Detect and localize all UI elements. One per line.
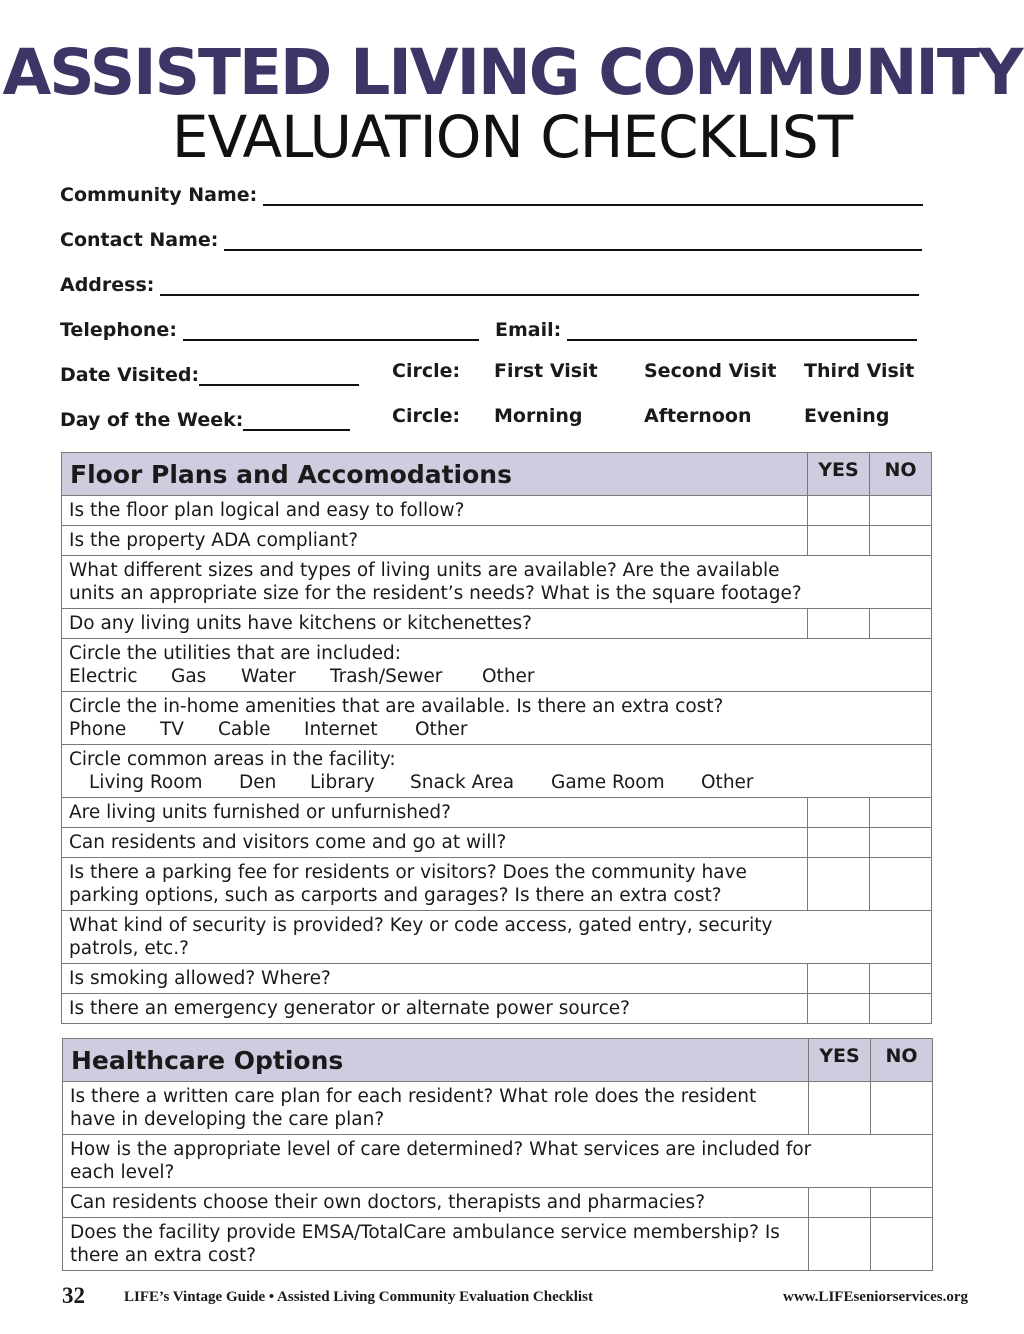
utility-option[interactable]: Electric <box>69 666 138 687</box>
amenities-options <box>69 718 924 741</box>
table-row <box>62 639 932 692</box>
section-header <box>63 1039 933 1082</box>
community-name-field[interactable] <box>60 180 923 206</box>
table-row <box>62 858 932 911</box>
section-header <box>62 453 932 496</box>
telephone-label: Telephone: <box>60 319 177 341</box>
no-checkbox[interactable] <box>871 1082 933 1135</box>
amenity-option[interactable]: Cable <box>218 719 271 740</box>
day-of-week-field[interactable] <box>60 405 350 431</box>
amenities-cell <box>62 692 932 745</box>
yes-checkbox[interactable] <box>809 1082 871 1135</box>
question-text: Can residents and visitors come and go at will? <box>62 828 808 858</box>
question-text: What different sizes and types of living units are available? Are the available units an appropriate size for the resident’s needs? What is the square footage? <box>62 556 932 609</box>
common-areas-cell <box>62 745 932 798</box>
table-row <box>63 1218 933 1271</box>
footer-title: LIFE’s Vintage Guide • Assisted Living Community Evaluation Checklist <box>124 1289 593 1305</box>
yes-checkbox[interactable] <box>808 994 870 1024</box>
table-row <box>63 1188 933 1218</box>
question-text: Are living units furnished or unfurnished? <box>62 798 808 828</box>
question-text: Is smoking allowed? Where? <box>62 964 808 994</box>
question-text: What kind of security is provided? Key or code access, gated entry, security patrols, etc.? <box>62 911 932 964</box>
date-visited-field[interactable] <box>60 360 359 386</box>
day-of-week-line[interactable] <box>243 409 350 431</box>
question-text: Does the facility provide EMSA/TotalCare ambulance service membership? Is there an extra cost? <box>63 1218 809 1271</box>
no-checkbox[interactable] <box>870 858 932 911</box>
no-checkbox[interactable] <box>870 994 932 1024</box>
yes-checkbox[interactable] <box>809 1188 871 1218</box>
no-checkbox[interactable] <box>870 798 932 828</box>
table-row <box>63 1082 933 1135</box>
yes-header: YES <box>809 1039 871 1082</box>
address-field[interactable] <box>60 270 919 296</box>
utility-option[interactable]: Other <box>482 666 535 687</box>
amenity-option[interactable]: Other <box>415 719 468 740</box>
healthcare-table <box>62 1038 933 1271</box>
table-row <box>62 828 932 858</box>
third-visit-option[interactable]: Third Visit <box>804 360 915 382</box>
title-line-2: EVALUATION CHECKLIST <box>171 103 853 171</box>
table-row <box>62 496 932 526</box>
title-line-1: ASSISTED LIVING COMMUNITY <box>2 36 1022 109</box>
yes-header: YES <box>808 453 870 496</box>
utilities-cell <box>62 639 932 692</box>
table-row <box>63 1135 933 1188</box>
section-title: Floor Plans and Accomodations <box>62 453 808 496</box>
utilities-options <box>69 665 924 688</box>
no-checkbox[interactable] <box>870 609 932 639</box>
yes-checkbox[interactable] <box>809 1218 871 1271</box>
no-checkbox[interactable] <box>871 1188 933 1218</box>
no-checkbox[interactable] <box>870 964 932 994</box>
table-row <box>62 692 932 745</box>
table-row <box>62 556 932 609</box>
date-visited-label: Date Visited: <box>60 364 200 386</box>
contact-name-label: Contact Name: <box>60 229 219 251</box>
question-text: Circle the in-home amenities that are available. Is there an extra cost? <box>69 696 724 717</box>
area-option[interactable]: Game Room <box>551 772 665 793</box>
common-areas-options <box>69 771 924 794</box>
no-header: NO <box>870 453 932 496</box>
page-number: 32 <box>62 1283 85 1308</box>
no-checkbox[interactable] <box>870 496 932 526</box>
question-text: Is the property ADA compliant? <box>62 526 808 556</box>
section-title: Healthcare Options <box>63 1039 809 1082</box>
yes-checkbox[interactable] <box>808 609 870 639</box>
date-visited-line[interactable] <box>199 364 359 386</box>
question-text: Circle the utilities that are included: <box>69 643 402 664</box>
yes-checkbox[interactable] <box>808 858 870 911</box>
area-option[interactable]: Snack Area <box>410 772 515 793</box>
email-line[interactable] <box>567 319 917 341</box>
table-row <box>62 609 932 639</box>
address-line[interactable] <box>160 274 919 296</box>
question-text: Circle common areas in the facility: <box>69 749 396 770</box>
area-option[interactable]: Library <box>310 772 375 793</box>
evening-option[interactable]: Evening <box>804 405 890 427</box>
second-visit-option[interactable]: Second Visit <box>644 360 777 382</box>
question-text: Can residents choose their own doctors, therapists and pharmacies? <box>63 1188 809 1218</box>
community-name-label: Community Name: <box>60 184 258 206</box>
community-name-line[interactable] <box>263 184 923 206</box>
question-text: Do any living units have kitchens or kitchenettes? <box>62 609 808 639</box>
table-row <box>62 964 932 994</box>
contact-name-line[interactable] <box>224 229 922 251</box>
table-row <box>62 911 932 964</box>
yes-checkbox[interactable] <box>808 828 870 858</box>
utility-option[interactable]: Trash/Sewer <box>330 666 443 687</box>
yes-checkbox[interactable] <box>808 798 870 828</box>
utility-option[interactable]: Water <box>241 666 296 687</box>
question-text: Is there a written care plan for each resident? What role does the resident have in developing the care plan? <box>63 1082 809 1135</box>
address-label: Address: <box>60 274 155 296</box>
question-text: Is there a parking fee for residents or visitors? Does the community have parking options, such as carports and garages? Is there an extra cost? <box>62 858 808 911</box>
floor-plans-table <box>61 452 932 1024</box>
visit-circle-label: Circle: <box>392 360 461 382</box>
email-label: Email: <box>495 319 562 341</box>
amenity-option[interactable]: Internet <box>304 719 378 740</box>
no-checkbox[interactable] <box>870 828 932 858</box>
yes-checkbox[interactable] <box>808 496 870 526</box>
yes-checkbox[interactable] <box>808 964 870 994</box>
no-checkbox[interactable] <box>871 1218 933 1271</box>
telephone-line[interactable] <box>183 319 479 341</box>
table-row <box>62 526 932 556</box>
time-circle-label: Circle: <box>392 405 461 427</box>
amenity-option[interactable]: Phone <box>69 719 127 740</box>
area-option[interactable]: Living Room <box>89 772 203 793</box>
question-text: Is the floor plan logical and easy to follow? <box>62 496 808 526</box>
no-header: NO <box>871 1039 933 1082</box>
question-text: Is there an emergency generator or alternate power source? <box>62 994 808 1024</box>
area-option[interactable]: Other <box>701 772 754 793</box>
footer-url[interactable]: www.LIFEseniorservices.org <box>783 1289 968 1305</box>
first-visit-option[interactable]: First Visit <box>494 360 598 382</box>
area-option[interactable]: Den <box>239 772 277 793</box>
afternoon-option[interactable]: Afternoon <box>644 405 752 427</box>
table-row <box>62 745 932 798</box>
amenity-option[interactable]: TV <box>160 719 184 740</box>
telephone-field[interactable] <box>60 315 479 341</box>
day-of-week-label: Day of the Week: <box>60 409 244 431</box>
table-row <box>62 994 932 1024</box>
contact-name-field[interactable] <box>60 225 922 251</box>
morning-option[interactable]: Morning <box>494 405 583 427</box>
utility-option[interactable]: Gas <box>171 666 207 687</box>
email-field[interactable] <box>495 315 917 341</box>
yes-checkbox[interactable] <box>808 526 870 556</box>
question-text: How is the appropriate level of care determined? What services are included for each level? <box>63 1135 933 1188</box>
table-row <box>62 798 932 828</box>
no-checkbox[interactable] <box>870 526 932 556</box>
